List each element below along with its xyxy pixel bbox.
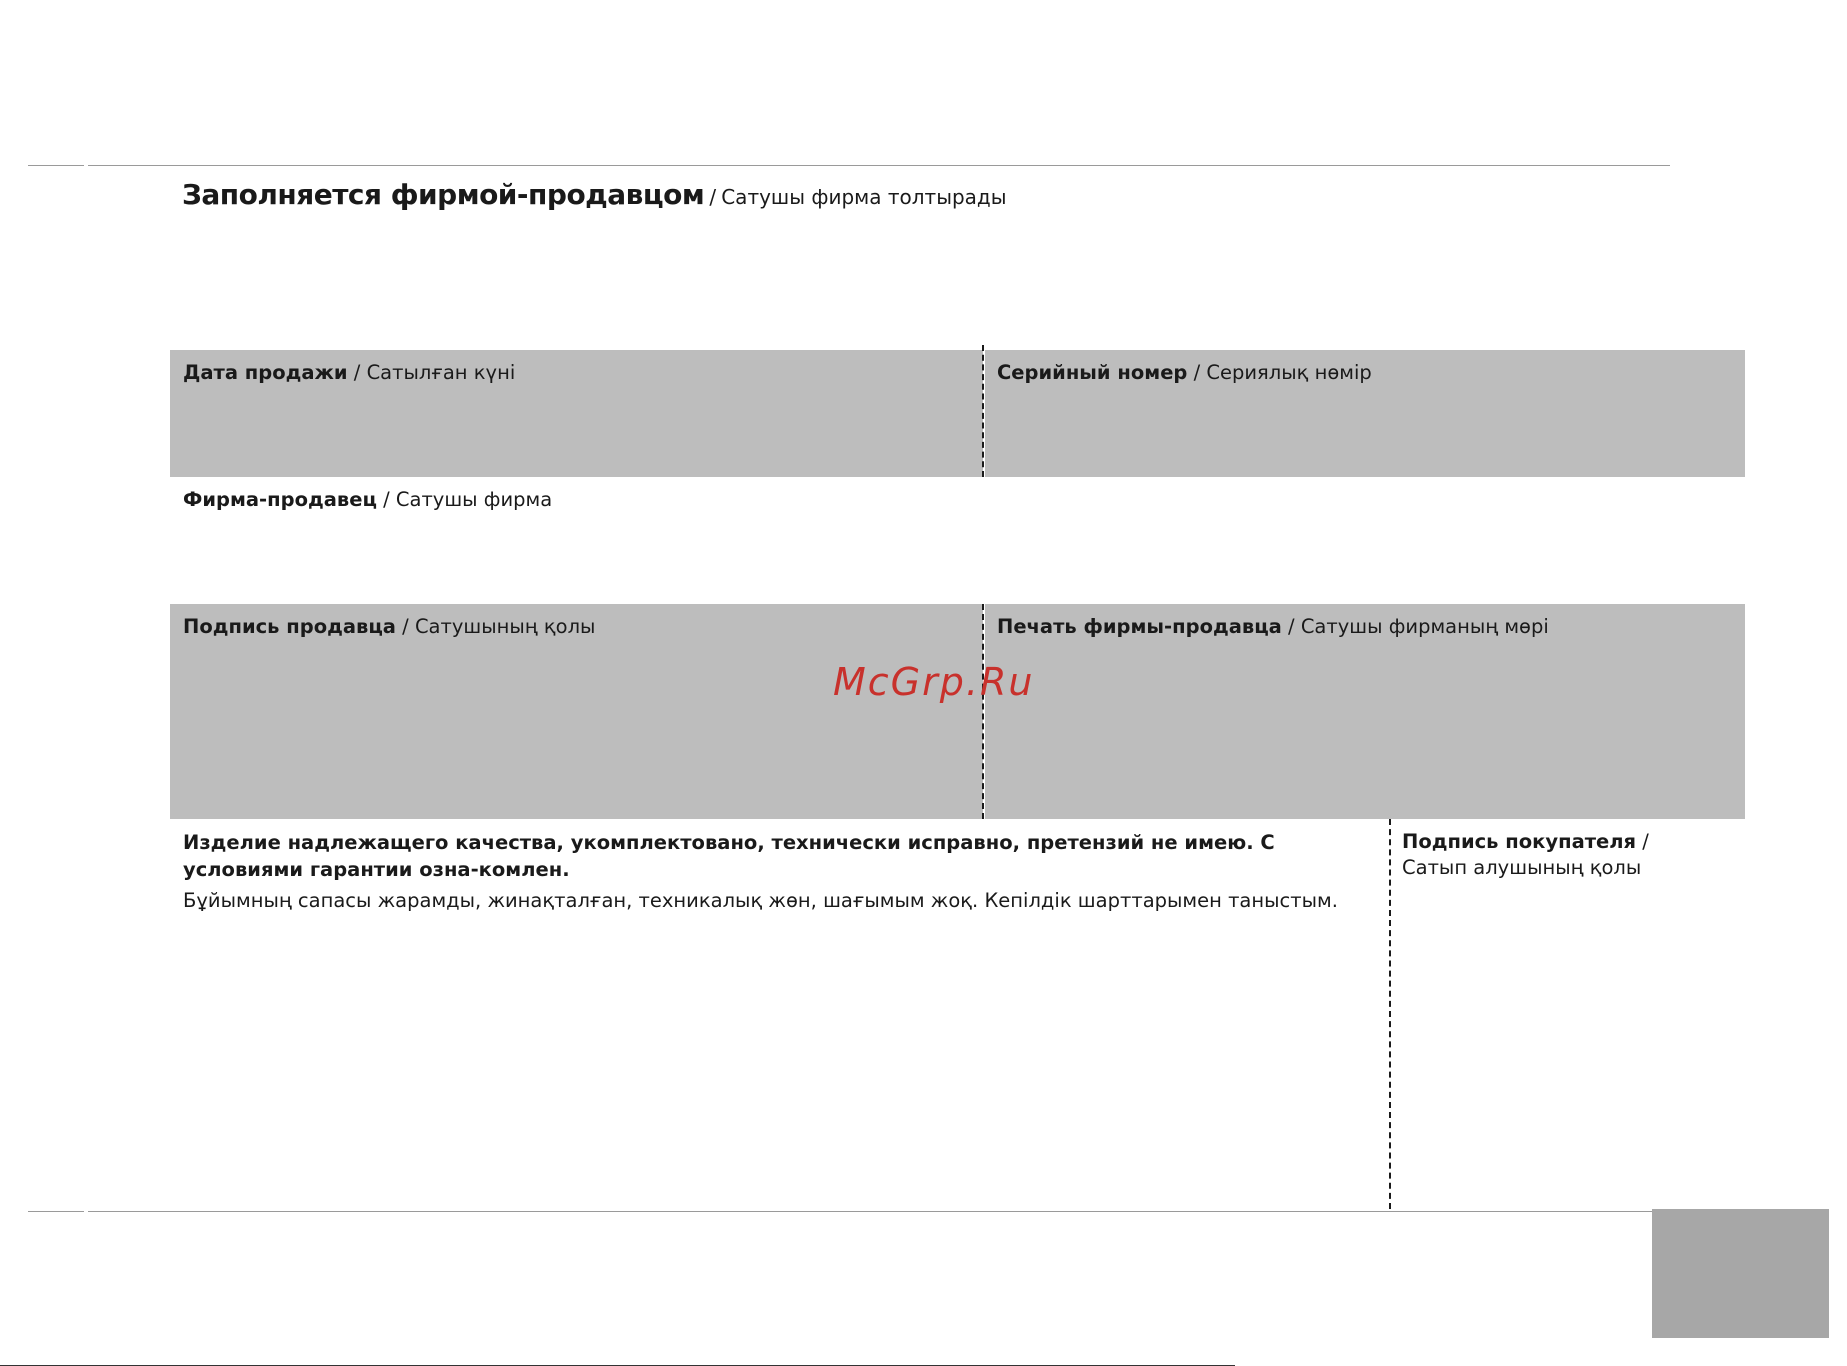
seller-stamp-label-kz: / Сатушы фирманың мөрі <box>1288 615 1549 638</box>
title-kz: Сатушы фирма толтырады <box>721 185 1007 209</box>
bottom-rule-left <box>28 1211 84 1212</box>
quality-statement <box>183 829 1378 914</box>
page-title <box>182 178 1007 211</box>
buyer-signature-label-ru: Подпись покупателя <box>1402 830 1637 853</box>
divider-row3 <box>982 604 984 819</box>
title-ru: Заполняется фирмой-продавцом <box>182 178 705 211</box>
watermark-logo: McGrp.Ru <box>833 660 1035 704</box>
corner-block <box>1652 1209 1829 1338</box>
title-separator: / <box>709 185 717 209</box>
sale-date-label <box>183 360 515 386</box>
seller-signature-label-ru: Подпись продавца <box>183 615 396 638</box>
seller-stamp-label-ru: Печать фирмы-продавца <box>997 615 1282 638</box>
divider-buyer <box>1389 819 1391 1209</box>
top-rule-left <box>28 165 84 166</box>
bottom-rule <box>88 1211 1653 1212</box>
serial-number-label-kz: / Сериялық нөмір <box>1193 361 1372 384</box>
statement-ru: Изделие надлежащего качества, укомплектовано, технически исправно, претензий не имею. С условиями гарантии озна-комлен. <box>183 831 1275 881</box>
serial-number-label-ru: Серийный номер <box>997 361 1188 384</box>
seller-signature-label-kz: / Сатушының қолы <box>402 615 596 638</box>
seller-signature-label <box>183 614 595 640</box>
sale-date-label-kz: / Сатылған күні <box>353 361 516 384</box>
top-rule <box>88 165 1670 166</box>
statement-kz: Бұйымның сапасы жарамды, жинақталған, техникалық жөн, шағымым жоқ. Кепілдік шарттарымен таныстым. <box>183 889 1338 912</box>
seller-company-label <box>183 487 552 513</box>
buyer-signature-field[interactable] <box>1392 819 1745 1209</box>
serial-number-label <box>997 360 1372 386</box>
seller-company-label-kz: / Сатушы фирма <box>383 488 553 511</box>
seller-company-label-ru: Фирма-продавец <box>183 488 377 511</box>
sale-date-label-ru: Дата продажи <box>183 361 348 384</box>
buyer-signature-label-kz: / Сатып алушының қолы <box>1402 830 1649 879</box>
seller-stamp-label <box>997 614 1549 640</box>
divider-row1 <box>982 345 984 477</box>
